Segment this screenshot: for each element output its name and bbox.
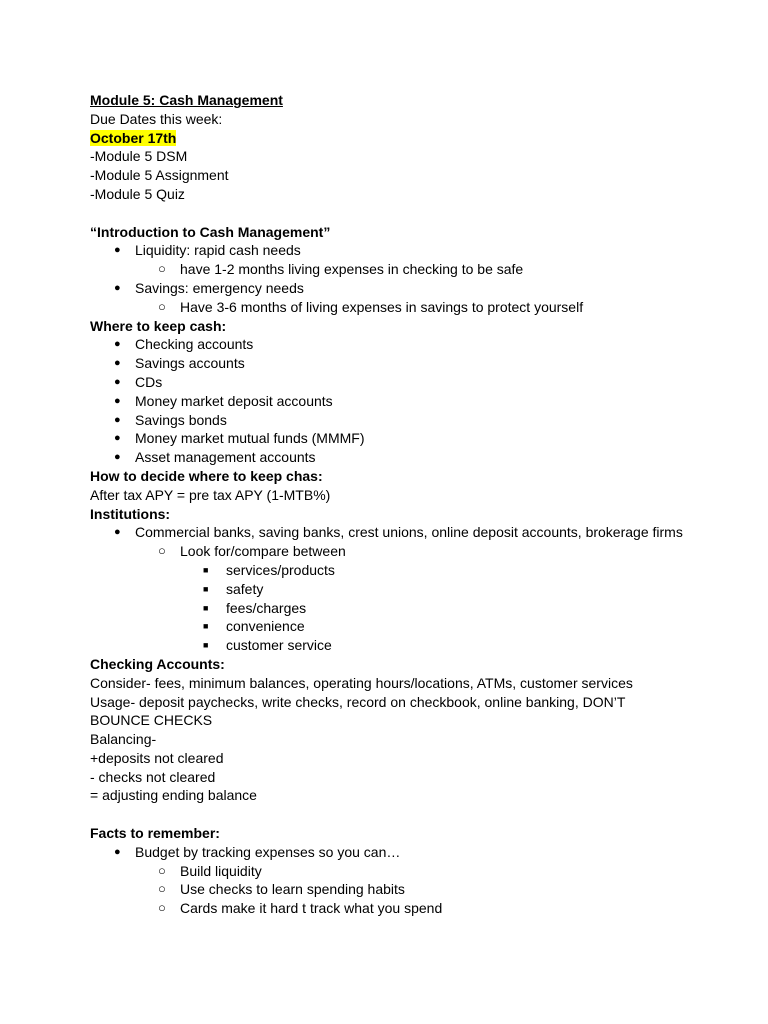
bullet-icon: ● bbox=[114, 357, 121, 370]
list-item: ● Liquidity: rapid cash needs bbox=[114, 242, 301, 259]
bullet-icon: ● bbox=[114, 281, 121, 294]
circle-bullet-icon: ○ bbox=[158, 881, 166, 897]
square-bullet-icon: ■ bbox=[203, 621, 209, 632]
checking-usage-cont: BOUNCE CHECKS bbox=[90, 712, 213, 729]
balancing-adjusting: = adjusting ending balance bbox=[90, 787, 257, 804]
square-bullet-icon: ■ bbox=[203, 640, 209, 651]
due-item: -Module 5 Assignment bbox=[90, 167, 229, 184]
bullet-icon: ● bbox=[114, 394, 121, 407]
list-item: ● CDs bbox=[114, 373, 163, 390]
balancing-label: Balancing- bbox=[90, 731, 157, 748]
circle-bullet-icon: ○ bbox=[158, 862, 166, 878]
checking-usage: Usage- deposit paychecks, write checks, record on checkbook, online banking, DON’T bbox=[90, 693, 626, 710]
bullet-icon: ● bbox=[114, 451, 121, 464]
bullet-icon: ● bbox=[114, 845, 121, 858]
list-item: ● Commercial banks, saving banks, crest unions, online deposit accounts, brokerage firms bbox=[114, 524, 683, 541]
list-item: ● Savings: emergency needs bbox=[114, 279, 304, 296]
checking-heading: Checking Accounts: bbox=[90, 655, 225, 672]
square-bullet-icon: ■ bbox=[203, 583, 209, 594]
institutions-heading: Institutions: bbox=[90, 505, 171, 522]
list-item: ○ have 1-2 months living expenses in checking to be safe bbox=[158, 261, 524, 278]
list-item: ○ Build liquidity bbox=[158, 862, 262, 879]
where-heading: Where to keep cash: bbox=[90, 317, 227, 334]
square-bullet-icon: ■ bbox=[203, 564, 209, 575]
list-item: ■ customer service bbox=[203, 637, 332, 654]
square-bullet-icon: ■ bbox=[203, 602, 209, 613]
spacer bbox=[90, 204, 710, 223]
list-item: ● Savings bonds bbox=[114, 411, 227, 428]
module-title: Module 5: Cash Management bbox=[90, 92, 283, 108]
spacer bbox=[90, 805, 710, 824]
list-item: ● Money market deposit accounts bbox=[114, 392, 333, 409]
list-item: ○ Use checks to learn spending habits bbox=[158, 881, 405, 898]
due-item: -Module 5 Quiz bbox=[90, 185, 185, 202]
circle-bullet-icon: ○ bbox=[158, 261, 166, 277]
due-dates-label: Due Dates this week: bbox=[90, 110, 223, 127]
bullet-icon: ● bbox=[114, 375, 121, 388]
checking-consider: Consider- fees, minimum balances, operating hours/locations, ATMs, customer services bbox=[90, 674, 633, 691]
list-item: ■ services/products bbox=[203, 561, 335, 578]
circle-bullet-icon: ○ bbox=[158, 543, 166, 559]
circle-bullet-icon: ○ bbox=[158, 900, 166, 916]
list-item: ○ Have 3-6 months of living expenses in savings to protect yourself bbox=[158, 298, 584, 315]
list-item: ○ Look for/compare between bbox=[158, 543, 346, 560]
list-item: ■ safety bbox=[203, 580, 264, 597]
list-item: ● Budget by tracking expenses so you can… bbox=[114, 843, 401, 860]
list-item: ● Checking accounts bbox=[114, 336, 254, 353]
bullet-icon: ● bbox=[114, 338, 121, 351]
list-item: ○ Cards make it hard t track what you spend bbox=[158, 900, 443, 917]
list-item: ● Savings accounts bbox=[114, 355, 245, 372]
balancing-checks: - checks not cleared bbox=[90, 768, 216, 785]
decide-heading: How to decide where to keep chas: bbox=[90, 467, 323, 484]
bullet-icon: ● bbox=[114, 432, 121, 445]
circle-bullet-icon: ○ bbox=[158, 298, 166, 314]
bullet-icon: ● bbox=[114, 413, 121, 426]
list-item: ● Money market mutual funds (MMMF) bbox=[114, 430, 365, 447]
intro-heading: “Introduction to Cash Management” bbox=[90, 223, 331, 240]
list-item: ■ convenience bbox=[203, 618, 305, 635]
due-date-highlight: October 17th bbox=[90, 129, 177, 146]
bullet-icon: ● bbox=[114, 244, 121, 257]
balancing-deposits: +deposits not cleared bbox=[90, 749, 224, 766]
facts-heading: Facts to remember: bbox=[90, 825, 220, 842]
bullet-icon: ● bbox=[114, 526, 121, 539]
list-item: ● Asset management accounts bbox=[114, 449, 316, 466]
due-item: -Module 5 DSM bbox=[90, 148, 188, 165]
list-item: ■ fees/charges bbox=[203, 599, 307, 616]
apy-formula: After tax APY = pre tax APY (1-MTB%) bbox=[90, 486, 331, 503]
document-body bbox=[90, 91, 710, 918]
